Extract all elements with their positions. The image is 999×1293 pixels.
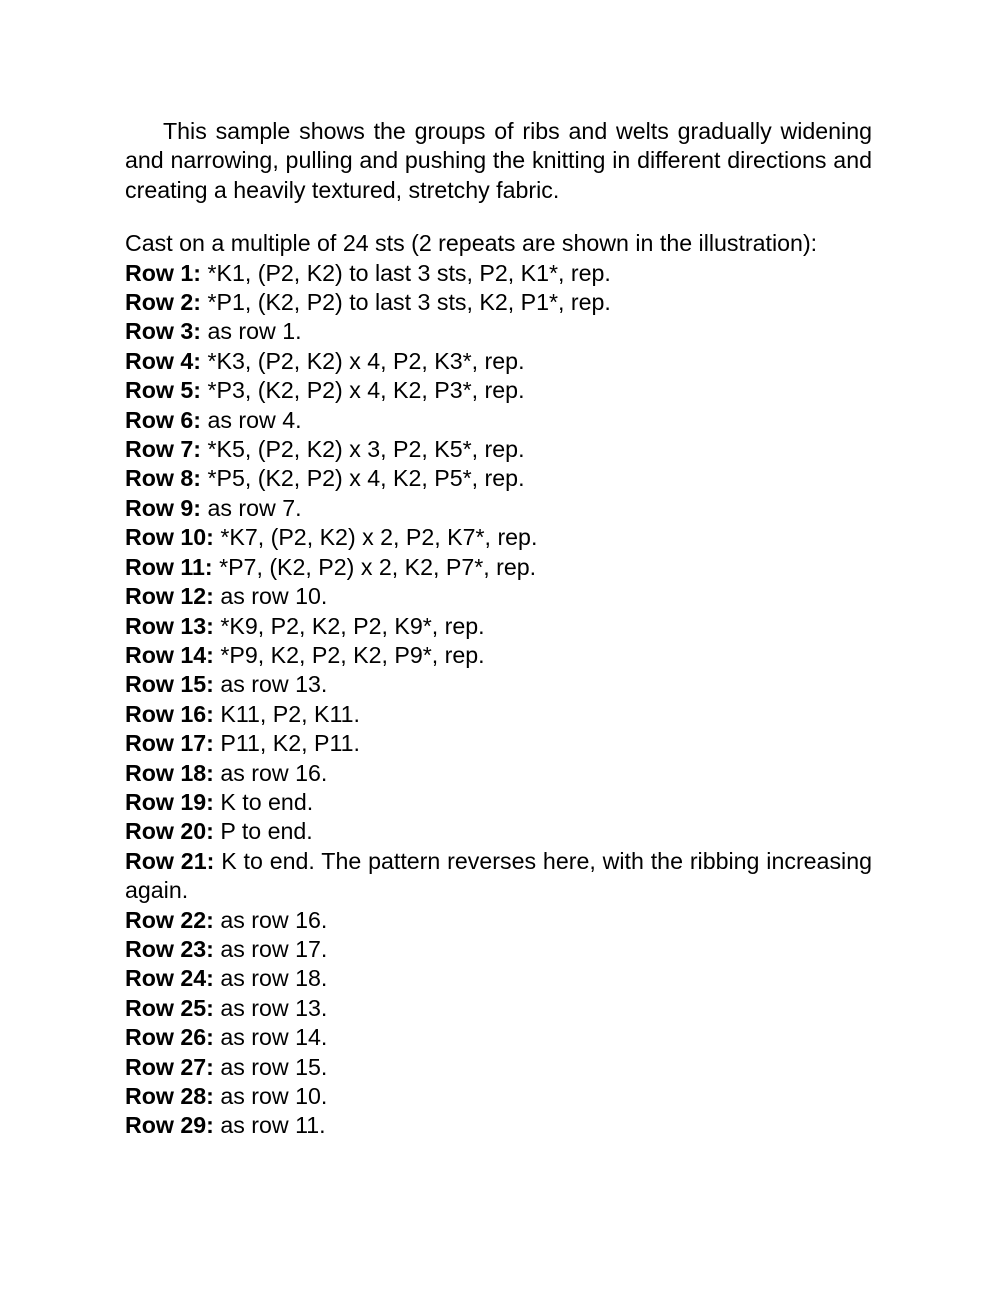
intro-paragraph: This sample shows the groups of ribs and welts gradually widening and narrowing, pulling and pushing the knitting in different directions and creating a heavily textured, stretchy fabric.: [125, 118, 872, 203]
row-instruction: [125, 964, 872, 993]
row-instruction: [125, 1111, 872, 1140]
row-instruction: [125, 700, 872, 729]
row-label: Row 2:: [125, 289, 202, 316]
row-label: Row 6:: [125, 406, 202, 433]
row-instructions-list: [125, 259, 872, 1141]
row-label: Row 26:: [125, 1024, 214, 1051]
row-label: Row 21:: [125, 847, 215, 874]
row-label: Row 8:: [125, 465, 202, 492]
row-text: as row 1.: [201, 318, 302, 345]
row-text: as row 15.: [213, 1053, 328, 1080]
row-text: as row 16.: [213, 759, 328, 786]
row-label: Row 7:: [125, 436, 202, 463]
row-instruction: [125, 288, 872, 317]
row-instruction: [125, 935, 872, 964]
row-text: as row 14.: [213, 1024, 328, 1051]
row-instruction: [125, 259, 872, 288]
row-label: Row 12:: [125, 583, 214, 610]
row-label: Row 10:: [125, 524, 214, 551]
row-text: *K7, (P2, K2) x 2, P2, K7*, rep.: [213, 524, 538, 551]
row-label: Row 14:: [125, 641, 214, 668]
row-text: as row 16.: [213, 906, 328, 933]
row-text: P11, K2, P11.: [213, 730, 360, 757]
row-label: Row 29:: [125, 1112, 214, 1139]
row-instruction: [125, 1082, 872, 1111]
cast-on-instruction: Cast on a multiple of 24 sts (2 repeats are shown in the illustration):: [125, 230, 818, 257]
row-text: as row 4.: [201, 406, 302, 433]
row-instruction: [125, 464, 872, 493]
row-text: *K9, P2, K2, P2, K9*, rep.: [213, 612, 485, 639]
row-text: *P3, (K2, P2) x 4, K2, P3*, rep.: [201, 377, 525, 404]
row-text: as row 13.: [213, 994, 328, 1021]
row-text: as row 17.: [213, 935, 328, 962]
row-label: Row 20:: [125, 818, 214, 845]
row-instruction: [125, 641, 872, 670]
row-instruction: [125, 906, 872, 935]
row-label: Row 17:: [125, 730, 214, 757]
row-instruction: [125, 1023, 872, 1052]
row-instruction: [125, 553, 872, 582]
row-text: K to end.: [213, 788, 314, 815]
row-label: Row 4:: [125, 347, 202, 374]
row-instruction: [125, 729, 872, 758]
row-label: Row 3:: [125, 318, 202, 345]
row-instruction: [125, 376, 872, 405]
row-label: Row 5:: [125, 377, 202, 404]
row-label: Row 27:: [125, 1053, 214, 1080]
row-instruction: [125, 523, 872, 552]
row-text: K to end. The pattern reverses here, with the ribbing increasing again.: [125, 847, 872, 904]
row-label: Row 25:: [125, 994, 214, 1021]
row-text: *K3, (P2, K2) x 4, P2, K3*, rep.: [201, 347, 525, 374]
row-instruction: [125, 435, 872, 464]
row-instruction: [125, 817, 872, 846]
row-label: Row 19:: [125, 788, 214, 815]
row-instruction: [125, 788, 872, 817]
row-text: P to end.: [213, 818, 313, 845]
row-instruction: [125, 759, 872, 788]
row-label: Row 23:: [125, 935, 214, 962]
row-instruction: [125, 582, 872, 611]
document-page: [125, 117, 872, 1141]
row-text: K11, P2, K11.: [213, 700, 360, 727]
row-instruction: [125, 670, 872, 699]
row-text: *P1, (K2, P2) to last 3 sts, K2, P1*, rep.: [201, 289, 611, 316]
row-instruction: [125, 994, 872, 1023]
row-label: Row 13:: [125, 612, 214, 639]
row-instruction: [125, 847, 872, 906]
row-text: as row 10.: [213, 583, 328, 610]
row-text: *K1, (P2, K2) to last 3 sts, P2, K1*, rep.: [201, 259, 611, 286]
row-label: Row 18:: [125, 759, 214, 786]
row-label: Row 1:: [125, 259, 202, 286]
row-label: Row 16:: [125, 700, 214, 727]
row-text: *P5, (K2, P2) x 4, K2, P5*, rep.: [201, 465, 525, 492]
row-instruction: [125, 1053, 872, 1082]
row-instruction: [125, 612, 872, 641]
row-text: *P7, (K2, P2) x 2, K2, P7*, rep.: [212, 553, 537, 580]
row-label: Row 11:: [125, 553, 213, 580]
row-instruction: [125, 494, 872, 523]
row-text: *K5, (P2, K2) x 3, P2, K5*, rep.: [201, 436, 525, 463]
row-instruction: [125, 406, 872, 435]
row-label: Row 9:: [125, 494, 202, 521]
row-text: as row 18.: [213, 965, 328, 992]
row-text: as row 7.: [201, 494, 302, 521]
row-label: Row 15:: [125, 671, 214, 698]
row-text: as row 10.: [213, 1083, 328, 1109]
row-text: as row 13.: [213, 671, 328, 698]
row-instruction: [125, 347, 872, 376]
row-text: as row 11.: [213, 1112, 326, 1139]
row-text: *P9, K2, P2, K2, P9*, rep.: [213, 641, 485, 668]
row-label: Row 24:: [125, 965, 214, 992]
row-label: Row 28:: [125, 1083, 214, 1109]
row-instruction: [125, 317, 872, 346]
row-label: Row 22:: [125, 906, 214, 933]
